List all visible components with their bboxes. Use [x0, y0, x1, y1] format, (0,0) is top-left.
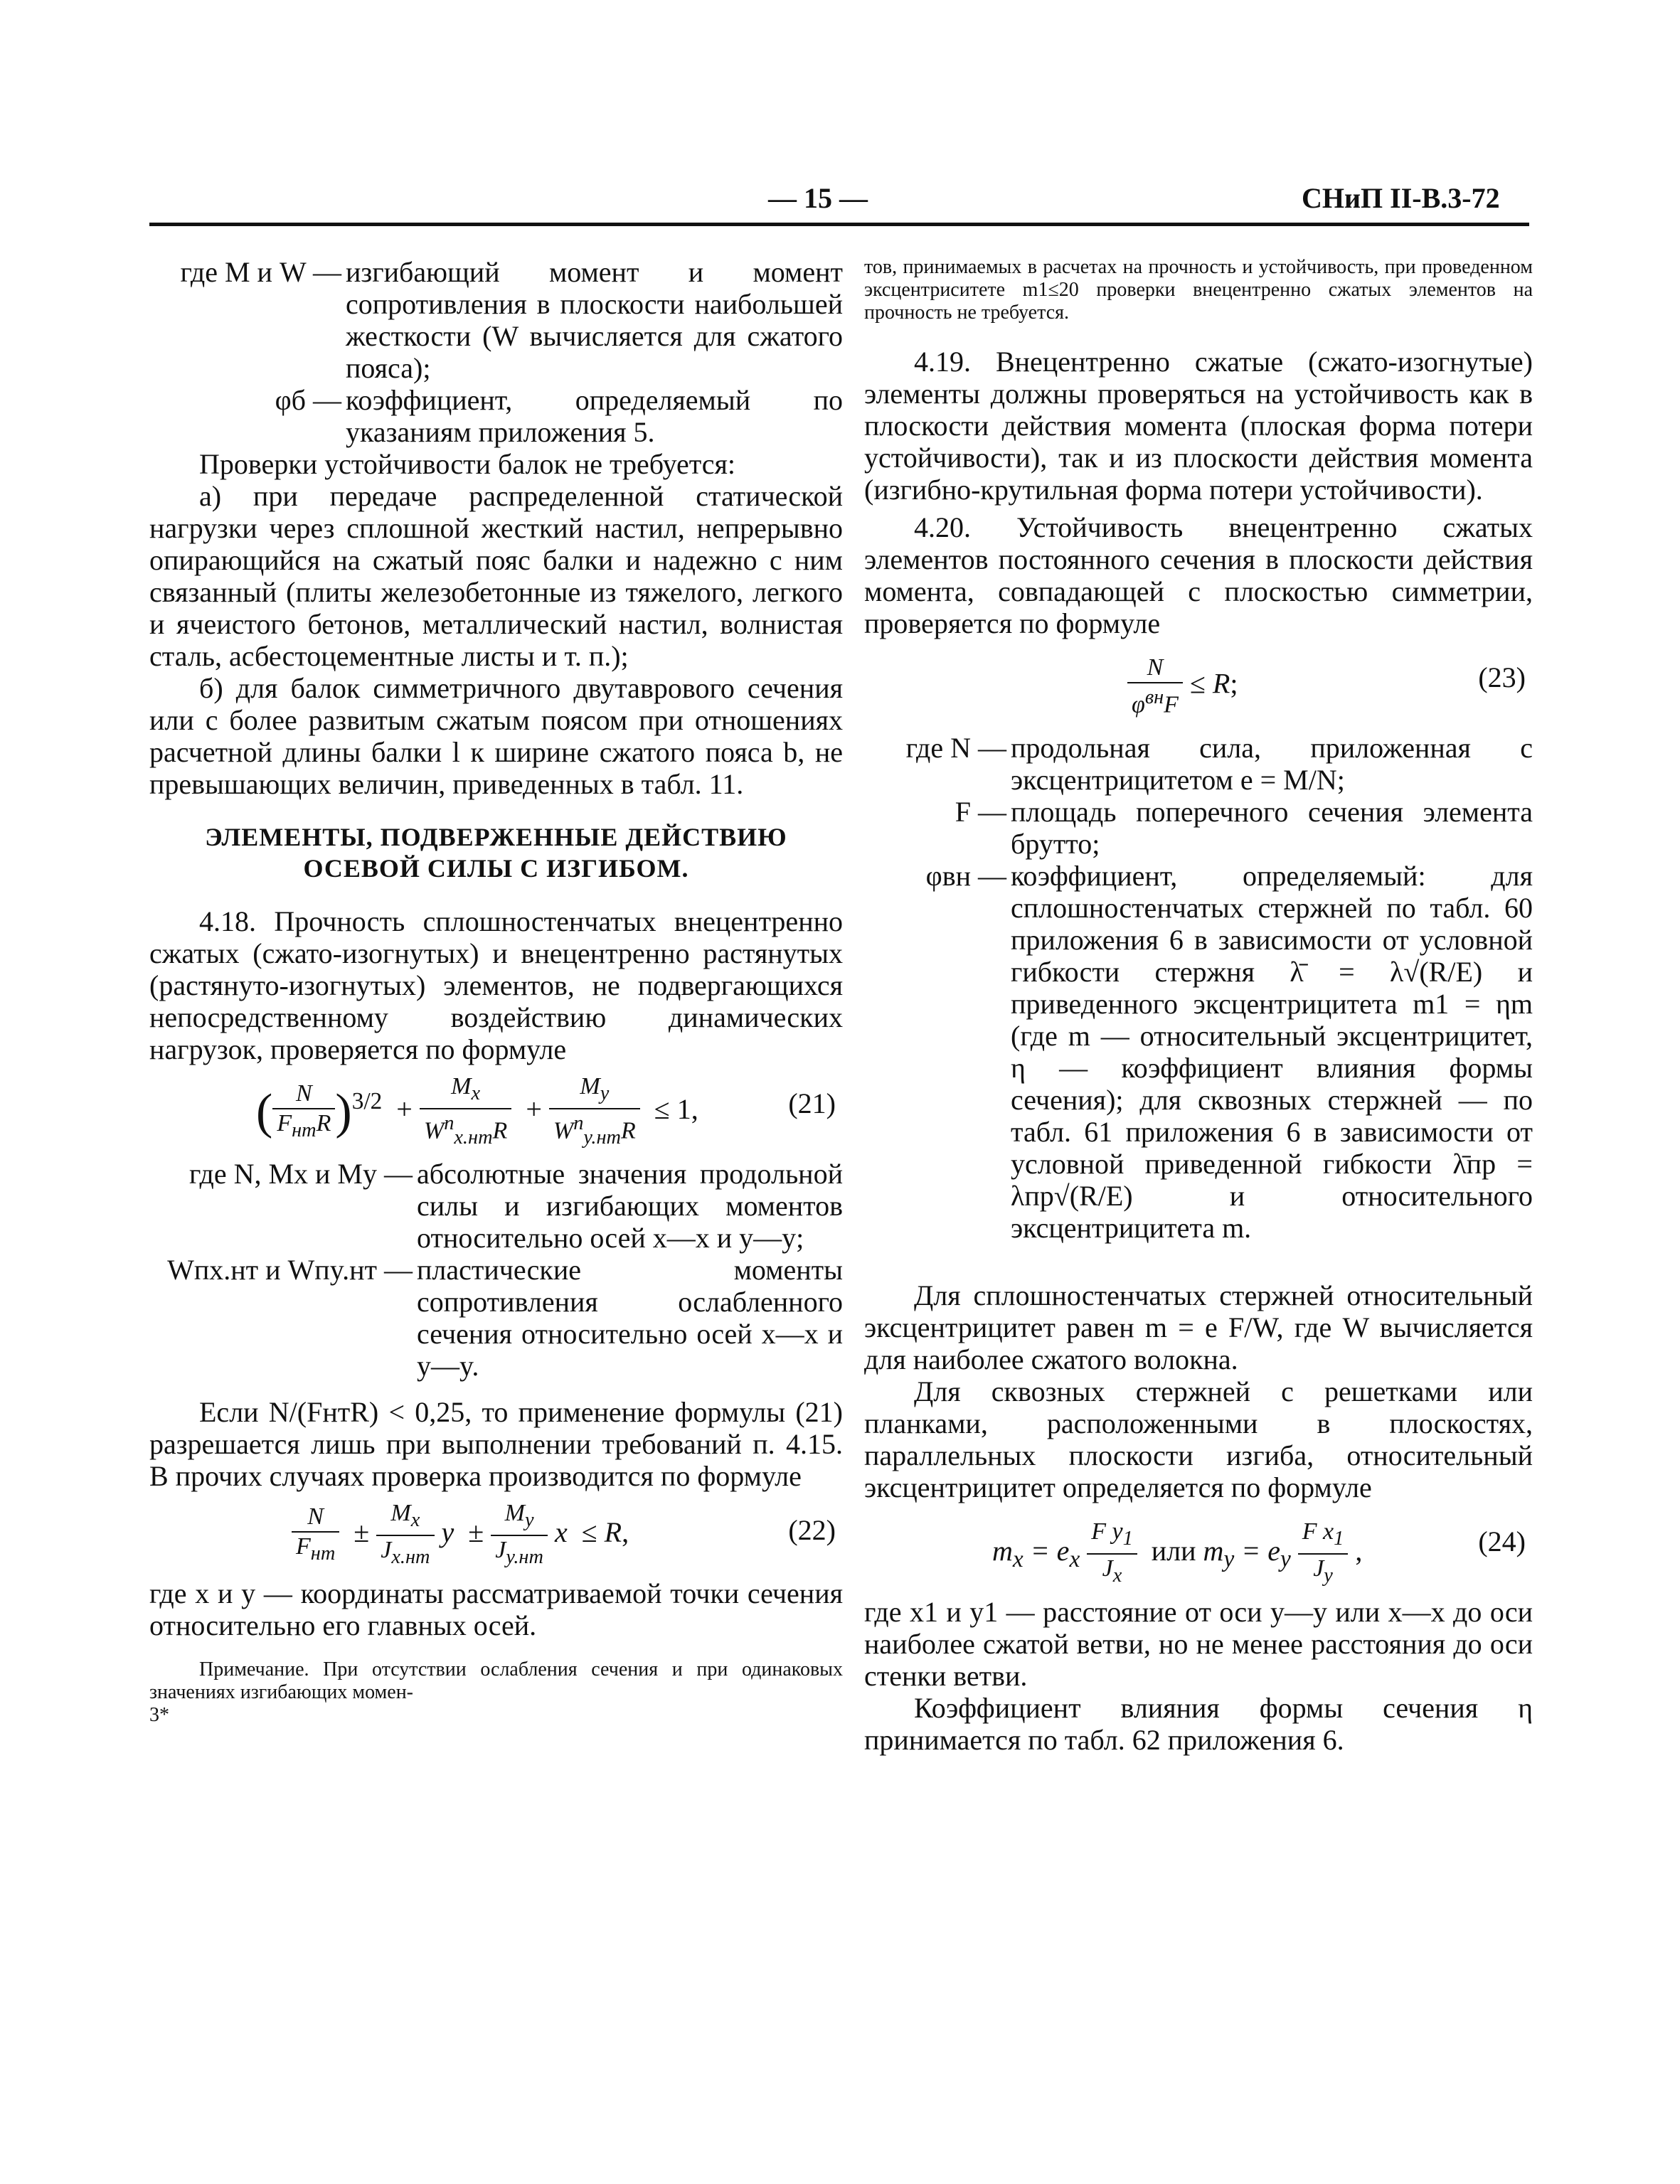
definition-term: где N, Mx и My — — [189, 1158, 413, 1190]
left-column — [149, 256, 843, 1727]
right-column — [864, 256, 1533, 1756]
definition-phi-vn — [864, 860, 1533, 1244]
header-rule — [149, 223, 1529, 226]
definition-term: F — — [955, 796, 1006, 828]
formula-21: ( $\frac{N}{F_{нт}R}$ )$^{3/2}$ + $\frac{M_x}{W^п_{x.нт}R}$ + $\frac{M_y}{W^п_{y.нт}R}$ ≤ 1, (21) — [256, 1073, 836, 1149]
definition-w-plastic — [149, 1254, 843, 1382]
paragraph: б) для балок симметричного двутаврового сечения или с более развитым сжатым поясом при отношениях расчетной длины балки l к ширине сжатого пояса b, не превышающих величин, приведенных в табл. 11. — [149, 672, 843, 800]
definition-term: φб — — [275, 384, 341, 416]
paragraph: Если N/(FнтR) < 0,25, то применение формулы (21) разрешается лишь при выполнении требований п. 4.15. В прочих случаях проверка производится по формуле — [149, 1396, 843, 1492]
document-code: СНиП II-В.3-72 — [1302, 182, 1500, 214]
formula-number: (23) — [1478, 661, 1526, 693]
paragraph-4-19: 4.19. Внецентренно сжатые (сжато-изогнутые) элементы должны проверяться на устойчивость как в плоскости действия момента (плоская форма потери устойчивости), так и из плоскости действия момента (изгибно-крутильная форма потери устойчивости). — [864, 346, 1533, 506]
definition-text: изгибающий момент и момент сопротивления в плоскости наибольшей жесткости (W вычисляется для сжатого пояса); — [346, 256, 843, 384]
paragraph: где x и y — координаты рассматриваемой точки сечения относительно его главных осей. — [149, 1577, 843, 1641]
formula-24: $m_x = e_x$ $\frac{F y_1}{J_x}$ или $m_y = e_y$ $\frac{F x_1}{J_y}$ , (24) — [992, 1518, 1526, 1587]
formula-number: (21) — [788, 1087, 836, 1119]
page-number: — 15 — — [768, 182, 868, 214]
definition-phi-b — [149, 384, 843, 448]
definition-n-mx-my — [149, 1158, 843, 1254]
note: Примечание. При отсутствии ослабления сечения и при одинаковых значениях изгибающих момен- — [149, 1658, 843, 1703]
definition-text: площадь поперечного сечения элемента брутто; — [1011, 796, 1533, 860]
definition-term: где M и W — — [180, 256, 341, 288]
paragraph: Коэффициент влияния формы сечения η принимается по табл. 62 приложения 6. — [864, 1692, 1533, 1756]
definition-term: где N — — [905, 732, 1006, 764]
paragraph: Проверки устойчивости балок не требуется: — [199, 448, 736, 480]
paragraph: Для сквозных стержней с решетками или планками, расположенными в плоскостях, параллельных плоскости изгиба, относительный эксцентрицитет определяется по формуле — [864, 1375, 1533, 1503]
definition-n — [864, 732, 1533, 796]
definition-f — [864, 796, 1533, 860]
paragraph-4-20: 4.20. Устойчивость внецентренно сжатых элементов постоянного сечения в плоскости действия момента, совпадающей с плоскостью симметрии, проверяется по формуле — [864, 511, 1533, 639]
paragraph: а) при передаче распределенной статической нагрузки через сплошной жесткий настил, непрерывно опирающийся на сжатый пояс балки и надежно с ним связанный (плиты железобетонные из тяжелого, легкого и ячеистого бетонов, металлический настил, волнистая сталь, асбестоцементные листы и т. п.); — [149, 480, 843, 672]
note-continuation: тов, принимаемых в расчетах на прочность и устойчивость, при проведенном эксцентриситете m1≤20 проверки внецентренно сжатых элементов на прочность не требуется. — [864, 256, 1533, 324]
footer-mark: 3* — [149, 1704, 169, 1726]
formula-number: (22) — [788, 1514, 836, 1546]
definition-text: абсолютные значения продольной силы и изгибающих моментов относительно осей x—x и y—y; — [417, 1158, 843, 1254]
paragraph: где x1 и y1 — расстояние от оси y—y или x—x до оси наиболее сжатой ветви, но не менее расстояния до оси стенки ветви. — [864, 1596, 1533, 1692]
paragraph: Для сплошностенчатых стержней относительный эксцентрицитет равен m = e F/W, где W вычисляется для наиболее сжатого волокна. — [864, 1279, 1533, 1375]
definition-text: пластические моменты сопротивления ослабленного сечения относительно осей x—x и y—y. — [417, 1254, 843, 1382]
formula-22: $\frac{N}{F_{нт}}$ ± $\frac{M_x}{J_{x.нт}}$ y ± $\frac{M_y}{J_{y.нт}}$ x ≤ R, (22) — [149, 1492, 843, 1577]
paragraph-4-18: 4.18. Прочность сплошностенчатых внецентренно сжатых (сжато-изогнутых) и внецентренно растянутых (растянуто-изогнутых) элементов, не подвергающихся непосредственному воздействию динамических нагрузок, проверяется по формуле — [149, 905, 843, 1065]
formula-23: $\frac{N}{\varphi^{вн}F}$ ≤ R; (23) — [864, 639, 1533, 732]
section-heading: ЭЛЕМЕНТЫ, ПОДВЕРЖЕННЫЕ ДЕЙСТВИЮ ОСЕВОЙ СИЛЫ С ИЗГИБОМ. — [205, 823, 787, 883]
formula-number: (24) — [1478, 1525, 1526, 1557]
definition-term: φвн — — [925, 860, 1006, 892]
definition-m-w — [149, 256, 843, 384]
definition-text: коэффициент, определяемый: для сплошностенчатых стержней по табл. 60 приложения 6 в зависимости от условной гибкости стержня λ̄ = λ√(R/E) и приведенного эксцентрицитета m1 = ηm (где m — относительный эксцентрицитет, η — коэффициент влияния формы сечения); для сквозных стержней — по табл. 61 приложения 6 в зависимости от условной приведенной гибкости λ̄пр = λпр√(R/E) и относительного эксцентрицитета m. — [1011, 860, 1533, 1244]
definition-term: Wпx.нт и Wпy.нт — — [167, 1254, 413, 1286]
definition-text: коэффициент, определяемый по указаниям приложения 5. — [346, 384, 843, 448]
definition-text: продольная сила, приложенная с эксцентрицитетом e = M/N; — [1011, 732, 1533, 796]
